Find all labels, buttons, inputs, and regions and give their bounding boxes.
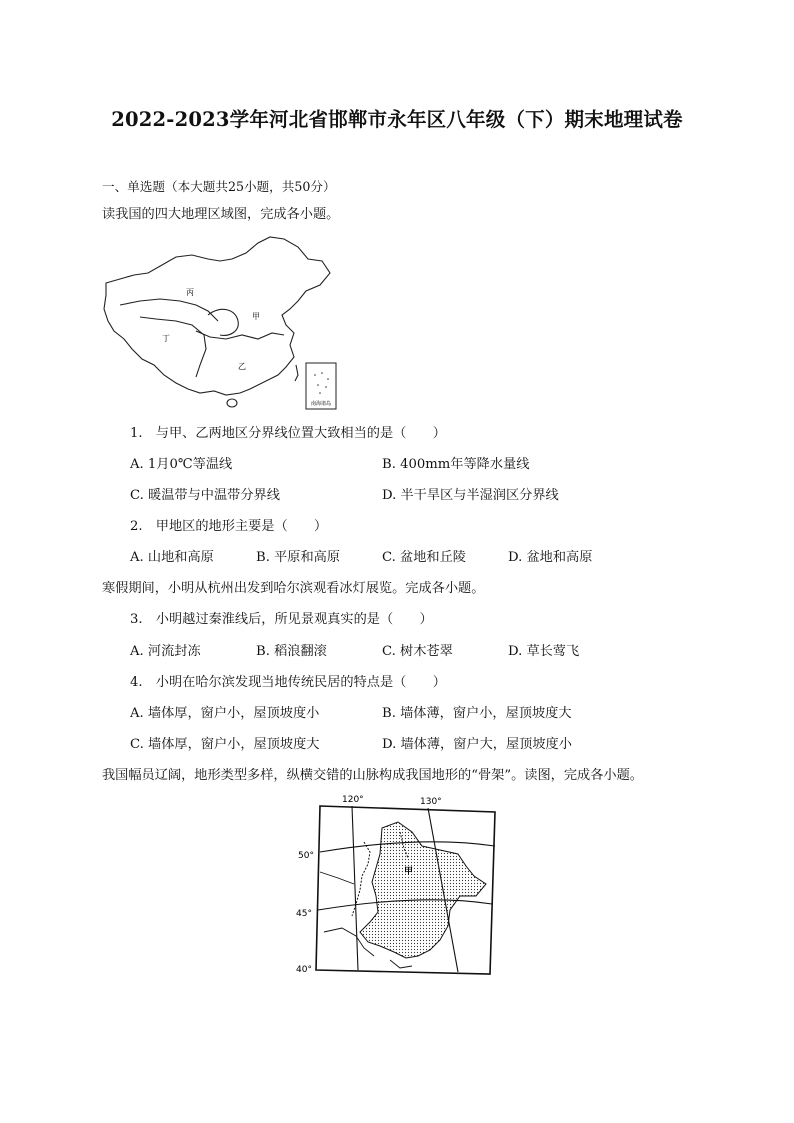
- lat-label-50: 50°: [298, 851, 314, 861]
- intro-text-3: 我国幅员辽阔，地形类型多样，纵横交错的山脉构成我国地形的“骨架”。读图，完成各小题。: [102, 768, 643, 783]
- q3-option-d[interactable]: D. 草长莺飞: [508, 644, 580, 659]
- q2-stem: 2. 甲地区的地形主要是（ ）: [130, 519, 328, 534]
- q3-option-c[interactable]: C. 树木苍翠: [382, 644, 453, 659]
- q3-stem: 3. 小明越过秦淮线后，所见景观真实的是（ ）: [130, 612, 433, 627]
- map2-region-label: 甲: [404, 867, 414, 877]
- q4-option-d[interactable]: D. 墙体薄，窗户大，屋顶坡度小: [382, 737, 572, 752]
- q4-option-c[interactable]: C. 墙体厚，窗户小，屋顶坡度大: [130, 737, 320, 752]
- q4-stem: 4. 小明在哈尔滨发现当地传统民居的特点是（ ）: [130, 675, 446, 690]
- lat-label-40: 40°: [296, 965, 312, 975]
- q4-option-a[interactable]: A. 墙体厚，窗户小，屋顶坡度小: [130, 706, 320, 721]
- intro-text-1: 读我国的四大地理区域图，完成各小题。: [102, 207, 340, 222]
- intro-text-2: 寒假期间，小明从杭州出发到哈尔滨观看冰灯展览。完成各小题。: [102, 581, 485, 596]
- q2-option-d[interactable]: D. 盆地和高原: [508, 550, 593, 565]
- region-label-bing: 丙: [186, 288, 194, 297]
- lon-label-130: 130°: [420, 797, 442, 807]
- region-label-jia: 甲: [252, 312, 260, 321]
- q3-option-a[interactable]: A. 河流封冻: [130, 644, 201, 659]
- q1-option-d[interactable]: D. 半干旱区与半湿润区分界线: [382, 488, 559, 503]
- q2-option-a[interactable]: A. 山地和高原: [130, 550, 214, 565]
- q2-option-b[interactable]: B. 平原和高原: [256, 550, 341, 565]
- region-label-yi: 乙: [238, 362, 246, 371]
- q2-option-c[interactable]: C. 盆地和丘陵: [382, 550, 466, 565]
- q1-option-a[interactable]: A. 1月0℃等温线: [130, 457, 233, 472]
- section-heading: 一、单选题（本大题共25小题，共50分）: [102, 179, 336, 194]
- page-title: 2022-2023学年河北省邯郸市永年区八年级（下）期末地理试卷: [111, 108, 683, 131]
- q1-option-c[interactable]: C. 暖温带与中温带分界线: [130, 488, 280, 503]
- q4-option-b[interactable]: B. 墙体薄，窗户小，屋顶坡度大: [382, 706, 572, 721]
- region-label-ding: 丁: [162, 334, 170, 343]
- q3-option-b[interactable]: B. 稻浪翻滚: [256, 644, 327, 659]
- northeast-china-map: [290, 792, 510, 984]
- q1-option-b[interactable]: B. 400mm年等降水量线: [382, 457, 530, 472]
- lat-label-45: 45°: [296, 909, 312, 919]
- q1-stem: 1. 与甲、乙两地区分界线位置大致相当的是（ ）: [130, 426, 446, 441]
- china-regions-map: [100, 235, 340, 415]
- inset-caption: 南海诸岛: [310, 401, 332, 407]
- lon-label-120: 120°: [342, 795, 364, 805]
